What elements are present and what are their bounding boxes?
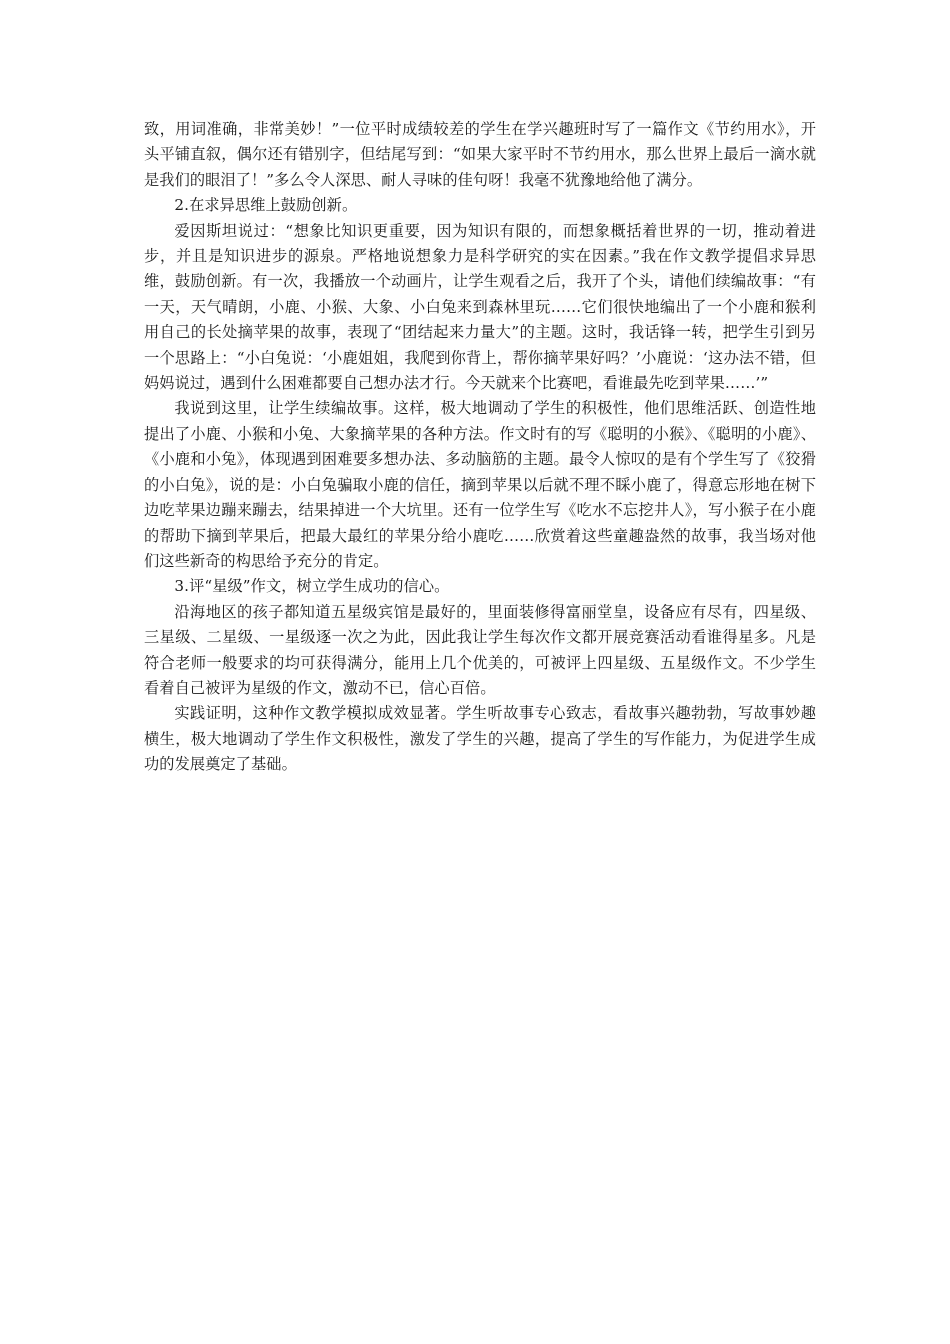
section-heading-2: 2.在求异思维上鼓励创新。 (174, 196, 358, 215)
section-heading-3: 3.评“星级”作文，树立学生成功的信心。 (174, 577, 450, 596)
paragraph-conclusion: 实践证明，这种作文教学模拟成效显著。学生听故事专心致志，看故事兴趣勃勃，写故事妙趣横生，极大地调动了学生作文积极性，激发了学生的兴趣，提高了学生的写作能力，为促进学生成功的发展奠定了基础。 (144, 704, 816, 774)
paragraph-star-rating: 沿海地区的孩子都知道五星级宾馆是最好的，里面装修得富丽堂皇，设备应有尽有，四星级、三星级、二星级、一星级逐一次之为此，因此我让学生每次作文都开展竞赛活动看谁得星多。凡是符合老师一般要求的均可获得满分，能用上几个优美的，可被评上四星级、五星级作文。不少学生看着自己被评为星级的作文，激动不已，信心百倍。 (144, 602, 816, 697)
paragraph-continuation: 致，用词准确，非常美妙！”一位平时成绩较差的学生在学兴趣班时写了一篇作文《节约用水》，开头平铺直叙，偶尔还有错别字，但结尾写到：“如果大家平时不节约用水，那么世界上最后一滴水就是我们的眼泪了！”多么令人深思、耐人寻味的佳句呀！我毫不犹豫地给他了满分。 (144, 120, 816, 189)
paragraph-story-continuation: 我说到这里，让学生续编故事。这样，极大地调动了学生的积极性，他们思维活跃、创造性地提出了小鹿、小猴和小兔、大象摘苹果的各种方法。作文时有的写《聪明的小猴》、《聪明的小鹿》、《小鹿和小兔》，体现遇到困难要多想办法、多动脑筋的主题。最令人惊叹的是有个学生写了《狡猾的小白兔》，说的是：小白兔骗取小鹿的信任，摘到苹果以后就不理不睬小鹿了，得意忘形地在树下边吃苹果边蹦来蹦去，结果掉进一个大坑里。还有一位学生写《吃水不忘挖井人》，写小猴子在小鹿的帮助下摘到苹果后，把最大最红的苹果分给小鹿吃……欣赏着这些童趣盎然的故事，我当场对他们这些新奇的构思给予充分的肯定。 (144, 399, 816, 570)
document-body (144, 117, 816, 778)
paragraph-einstein: 爱因斯坦说过：“想象比知识更重要，因为知识有限的，而想象概括着世界的一切，推动着进步，并且是知识进步的源泉。严格地说想象力是科学研究的实在因素。”我在作文教学提倡求异思维，鼓励创新。有一次，我播放一个动画片，让学生观看之后，我开了个头，请他们续编故事：“有一天，天气晴朗，小鹿、小猴、大象、小白兔来到森林里玩……它们很快地编出了一个小鹿和猴利用自己的长处摘苹果的故事，表现了“团结起来力量大”的主题。这时，我话锋一转，把学生引到另一个思路上：“小白兔说：‘小鹿姐姐，我爬到你背上，帮你摘苹果好吗？’小鹿说：‘这办法不错，但妈妈说过，遇到什么困难都要自己想办法才行。今天就来个比赛吧，看谁最先吃到苹果……’” (144, 221, 816, 393)
